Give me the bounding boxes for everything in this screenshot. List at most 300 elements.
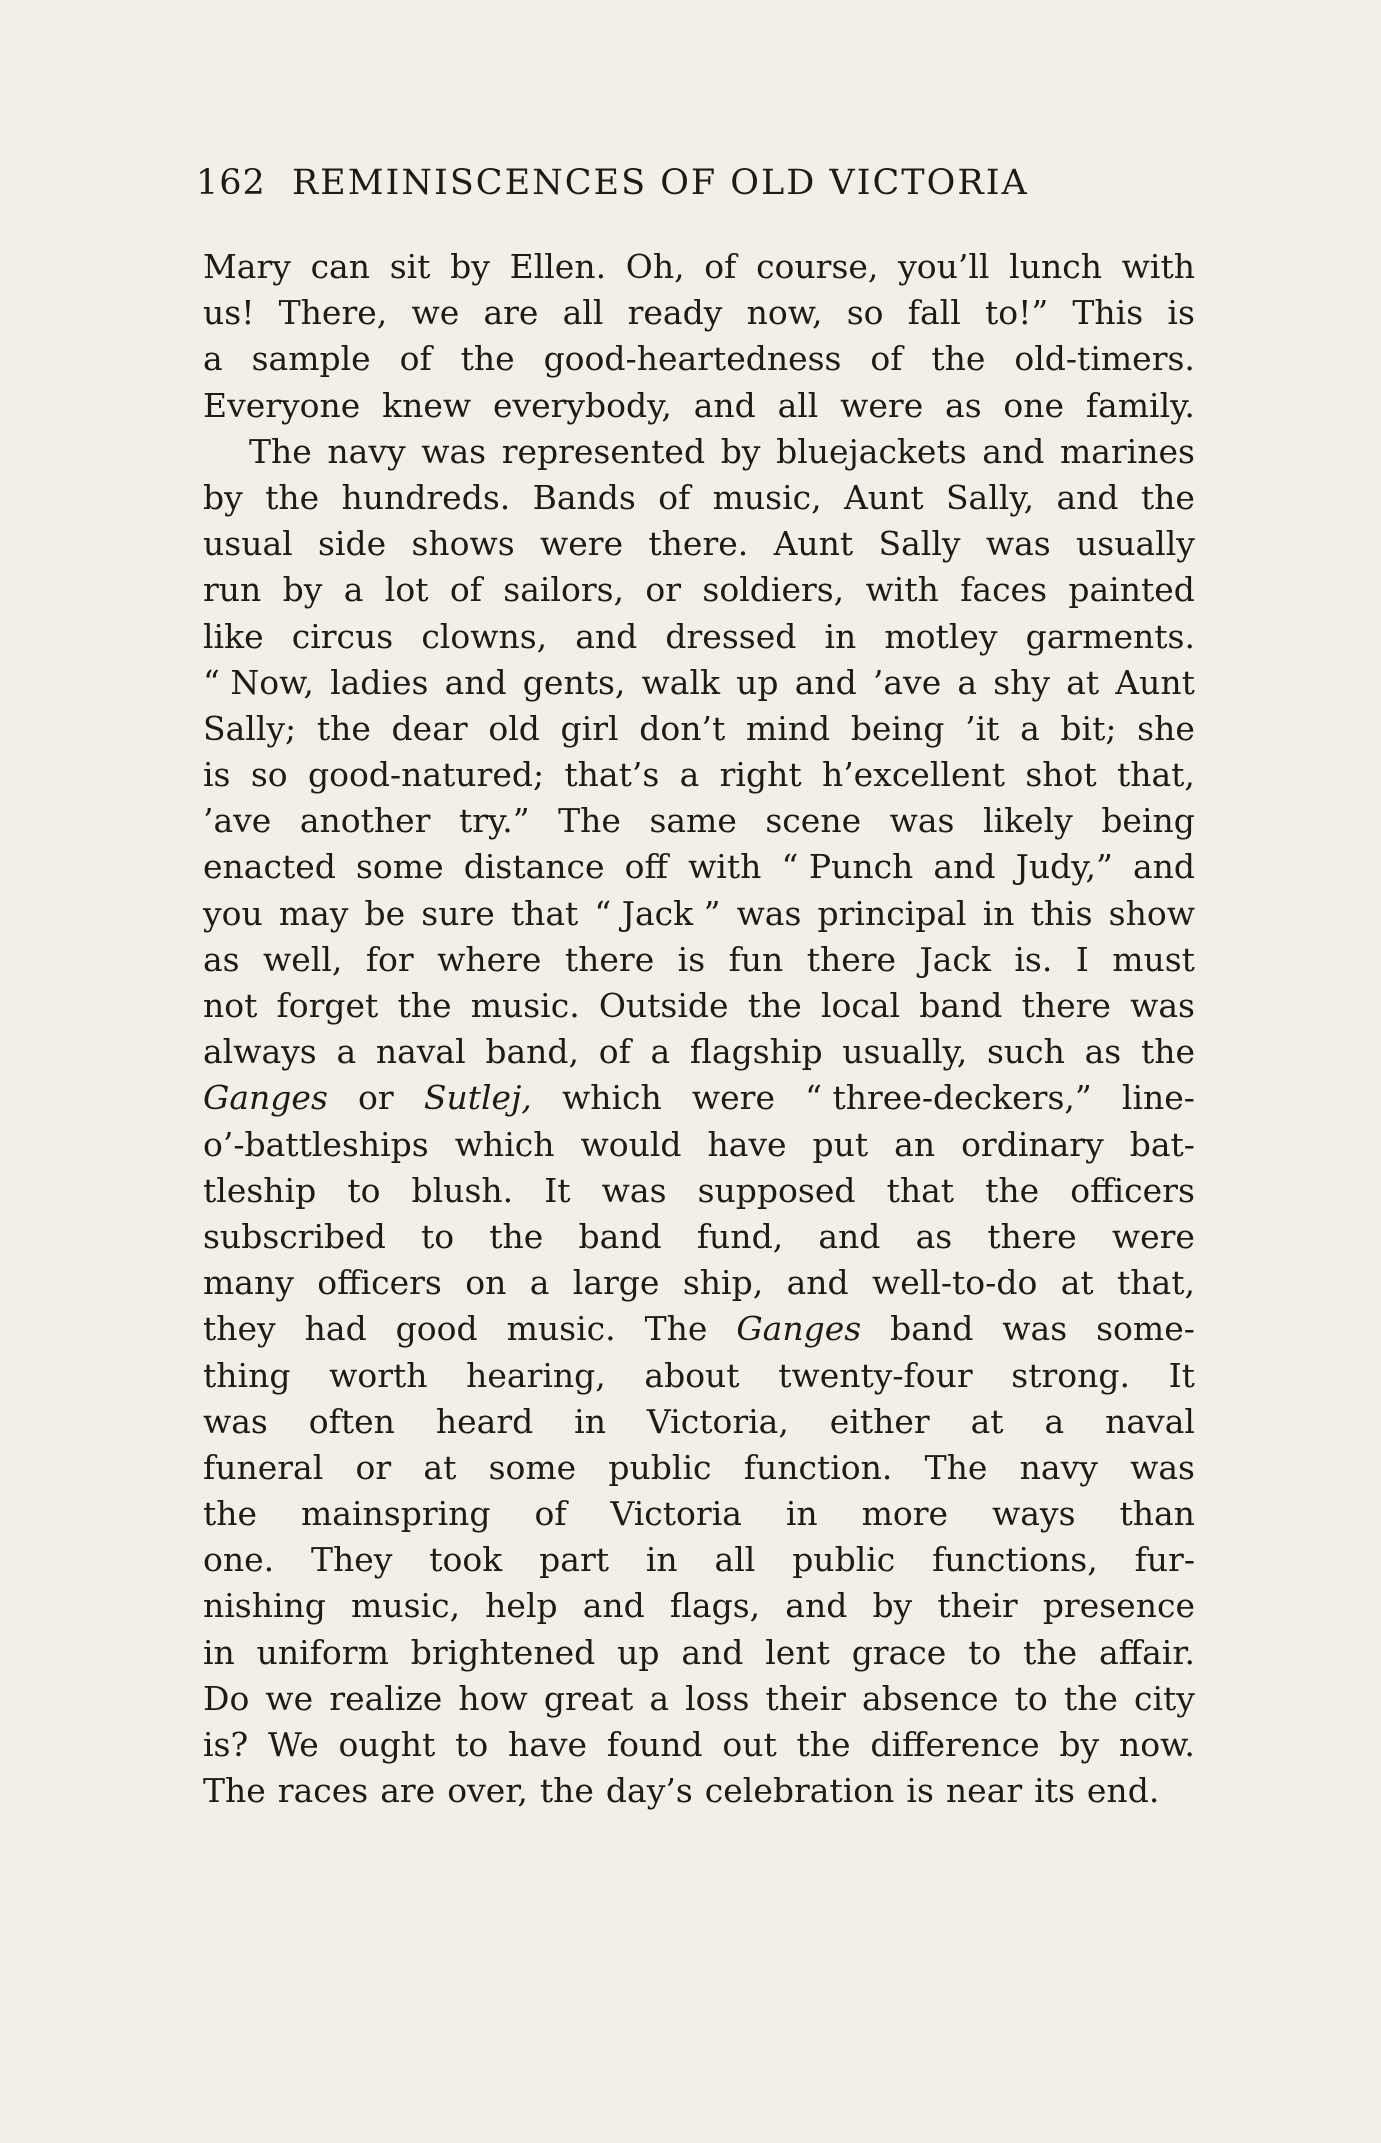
word: by [720,431,761,471]
word: principal [817,893,967,933]
word: help [485,1586,558,1626]
text-line [203,1260,1195,1306]
word: and [1056,477,1119,517]
word: painted [1068,570,1195,610]
word: in [574,1401,606,1441]
body-text [203,244,1195,1814]
word: near [945,1771,1023,1811]
word: Ganges [203,1078,328,1118]
word: or [358,1078,394,1118]
word: officers [317,1263,442,1303]
word: sit [389,247,431,286]
word: and [818,1216,881,1256]
text-line [203,336,1195,382]
word: the [203,1494,258,1534]
word: have [707,1124,787,1164]
word: shows [411,524,515,564]
word: there [806,939,897,979]
word: by [282,570,323,610]
word: celebration [704,1771,895,1811]
word: the [931,339,986,379]
text-line [203,567,1195,613]
word: The [249,431,312,471]
word: supposed [697,1170,856,1210]
word: Aunt [773,524,854,564]
word: the [1063,1678,1118,1718]
word: one. [203,1540,275,1580]
word: shy [993,662,1051,702]
word: ladies [330,662,429,702]
word: is [203,755,231,795]
word: of [534,1494,567,1534]
word: flagship [689,1032,823,1072]
word: either [829,1401,930,1441]
text-line [203,1029,1195,1075]
word: being [1101,801,1195,841]
word: that, [1116,755,1195,795]
word: was [985,524,1051,564]
word: a [343,570,364,610]
word: is. [1014,939,1053,979]
word: music, [351,1586,461,1626]
word: must [1112,939,1195,979]
word: this [1030,893,1093,933]
word: at [1060,1263,1094,1303]
word: their [765,1678,846,1718]
word: same [649,801,737,841]
word: forget [276,986,379,1025]
word: garments. [1025,616,1195,656]
running-title: REMINISCENCES OF OLD VICTORIA [291,163,1029,203]
word: presence [1042,1586,1195,1626]
word: off [624,847,668,887]
word: Sutlej, [423,1078,532,1118]
word: so [250,755,288,795]
word: bluejackets [776,431,967,471]
word: end. [1086,1771,1160,1811]
word: they [203,1309,276,1349]
word: strong. [1011,1355,1131,1395]
text-line [203,244,1195,290]
text-line [203,1722,1195,1768]
word: dressed [665,616,797,656]
word: show [1108,893,1195,933]
word: good [395,1309,478,1349]
text-line [203,429,1195,475]
word: in [824,616,857,656]
word: Sally, [945,477,1035,517]
text-line [203,1214,1195,1260]
text-line [203,1768,1195,1814]
word: Everyone [203,385,361,425]
word: fur- [1134,1540,1195,1580]
word: would [580,1124,682,1164]
word: there [987,1216,1077,1256]
word: to [1014,1678,1048,1718]
word: or [355,1447,392,1487]
word: Do [203,1678,250,1718]
word: usual [203,524,293,564]
word: marines [1059,431,1195,471]
word: she [1137,708,1195,748]
word: o’-battleships [203,1124,429,1164]
word: ’ave [872,662,942,702]
word: hundreds. [341,477,511,517]
word: had [304,1309,367,1349]
word: subscribed [203,1216,386,1256]
word: the [796,1725,851,1764]
word: band [578,1216,662,1256]
word: We [267,1725,319,1764]
word: with [1121,247,1195,286]
word: and [933,847,996,887]
word: is [906,1771,934,1811]
word: by [872,1586,913,1626]
word: more [861,1494,949,1534]
word: the [489,1216,544,1256]
word: fall [907,293,961,333]
word: to [455,1725,489,1764]
word: sure [421,893,495,933]
text-line [203,752,1195,798]
text-line [203,614,1195,660]
word: part [539,1540,609,1580]
word: old [488,708,540,748]
word: all [562,293,604,333]
word: another [299,801,431,841]
word: The [644,1309,708,1349]
word: everybody, [492,385,672,425]
word: band [890,1309,974,1349]
word: on [465,1263,507,1303]
word: or [645,570,682,610]
word: were [1111,1216,1195,1256]
word: girl [560,708,619,748]
word: local [820,986,901,1025]
word: The [924,1447,988,1487]
word: in [785,1494,818,1534]
word: There, [278,293,388,333]
word: lot [384,570,429,610]
word: of [399,339,432,379]
word: “ Jack ” [594,893,721,933]
word: by [1059,1725,1100,1764]
word: likely [982,801,1073,841]
word: navy [327,431,406,471]
text-line [203,660,1195,706]
word: absence [861,1678,999,1718]
word: loss [685,1678,750,1718]
word: the [747,986,802,1025]
word: that’s [564,755,660,795]
word: and [1132,847,1195,887]
word: us! [203,293,255,333]
text-line [203,521,1195,567]
word: “ Punch [781,847,914,887]
word: Ellen. [509,247,607,286]
word: I [1075,939,1089,979]
word: right [719,755,802,795]
word: be [364,893,406,933]
word: you [203,893,263,933]
word: we [411,293,460,333]
word: ways [992,1494,1076,1534]
word: ’it [965,708,1000,748]
word: dear [391,708,468,748]
word: now. [1118,1725,1195,1764]
word: by [450,247,490,286]
word: naval [375,1032,466,1072]
word: the [985,1170,1040,1210]
text-line [203,937,1195,983]
word: Aunt [1115,662,1195,702]
word: than [1119,1494,1195,1534]
word: took [429,1540,503,1580]
word: in [645,1540,678,1580]
word: the [265,477,320,517]
word: and [982,431,1045,471]
word: try.” [458,801,530,841]
word: run [203,570,262,610]
word: It [1168,1355,1195,1395]
word: don’t [639,708,726,748]
word: public [608,1447,712,1487]
word: heard [435,1401,534,1441]
word: in [982,893,1015,933]
word: was [601,1170,667,1210]
word: are [380,1771,436,1811]
word: difference [870,1725,1040,1764]
word: good-heartedness [543,339,842,379]
word: such [986,1032,1065,1072]
word: put [812,1124,869,1164]
word: mainspring [300,1494,491,1534]
word: lunch [1009,247,1102,286]
word: circus [291,616,394,656]
word: affair. [1099,1632,1195,1672]
word: music. [506,1309,616,1349]
word: bit; [1060,708,1117,748]
text-line [203,383,1195,429]
word: thing [203,1355,291,1395]
word: well, [263,939,343,979]
word: and [575,616,638,656]
word: realize [329,1678,443,1718]
word: how [458,1678,528,1718]
word: with [865,570,939,610]
word: are [483,293,539,333]
word: which [561,1078,662,1118]
word: large [572,1263,660,1303]
word: as [915,1216,953,1256]
word: of [449,570,482,610]
word: there [564,939,655,979]
word: by [203,477,243,517]
word: enacted [203,847,336,887]
word: “ three-deckers,” [805,1078,1092,1118]
word: a [957,662,978,702]
word: uniform [256,1632,389,1672]
text-line [203,1583,1195,1629]
word: was [203,1401,268,1441]
word: was [1130,986,1195,1025]
word: The [558,801,621,841]
word: side [317,524,387,564]
word: a [529,1263,550,1303]
word: at [423,1447,457,1487]
word: is [677,939,706,979]
word: the [316,708,371,748]
word: sailors, [503,570,625,610]
word: there [1021,986,1111,1025]
word: ready [627,293,723,333]
word: not [203,986,258,1025]
word: Judy,” [1015,847,1113,887]
text-line [203,1537,1195,1583]
word: the [539,1771,594,1811]
word: was [736,893,802,933]
word: public [792,1540,896,1580]
text-line [203,1676,1195,1722]
word: now, [746,293,823,333]
word: up [617,1632,660,1672]
word: Victoria [610,1494,742,1534]
word: h’excellent [821,755,1005,795]
word: distance [463,847,605,887]
word: and [693,385,756,425]
word: music. [470,986,580,1025]
word: functions, [932,1540,1098,1580]
word: of [870,339,903,379]
word: navy [1019,1447,1098,1487]
word: its [1034,1771,1075,1811]
word: good-natured; [307,755,545,795]
word: found [606,1725,703,1764]
word: so [846,293,884,333]
word: They [311,1540,393,1580]
word: as [203,939,240,979]
word: often [308,1401,395,1441]
word: day’s [605,1771,693,1811]
word: blush. [411,1170,514,1210]
word: city [1133,1678,1195,1718]
word: officers [1070,1170,1195,1210]
word: great [543,1678,634,1718]
word: Sally [878,524,961,564]
text-line [203,844,1195,890]
word: worth [329,1355,428,1395]
word: in [203,1632,235,1672]
text-line [203,1075,1195,1121]
page-header [196,160,1196,206]
word: Outside [598,986,729,1025]
text-line [203,1353,1195,1399]
word: twenty-four [778,1355,973,1395]
word: there. [648,524,749,564]
word: “ Now, [203,662,314,702]
word: were [840,385,924,425]
word: and [582,1586,645,1626]
page-number: 162 [196,163,266,203]
word: some [355,847,444,887]
word: Ganges [736,1309,862,1349]
word: out [722,1725,777,1764]
word: ’ave [203,801,272,841]
word: was [421,431,487,471]
word: is? [203,1725,249,1764]
text-line [203,1491,1195,1537]
word: a [203,339,223,379]
word: being [850,708,945,748]
word: ship, [682,1263,764,1303]
word: music, [712,477,822,517]
word: the [397,986,452,1025]
word: and [785,1586,848,1626]
word: to [347,1170,381,1210]
word: ought [338,1725,436,1764]
word: some [488,1447,577,1487]
word: always [203,1032,317,1072]
word: at [970,1401,1004,1441]
word: Mary [203,247,291,286]
word: can [310,247,370,286]
word: funeral [203,1447,324,1487]
text-line [203,1122,1195,1168]
word: shot [1025,755,1097,795]
word: sample [251,339,371,379]
word: and [681,1632,744,1672]
word: old-timers. [1014,339,1195,379]
word: the [1140,1032,1195,1072]
word: and [794,662,857,702]
word: a [336,1032,357,1072]
word: where [437,939,542,979]
word: of [704,247,737,286]
word: a [1044,1401,1065,1441]
text-line [203,1399,1195,1445]
word: was [1002,1309,1068,1349]
word: as [1084,1032,1122,1072]
word: brightened [410,1632,596,1672]
word: naval [1105,1401,1195,1441]
text-line [203,1168,1195,1214]
word: a [650,1032,671,1072]
word: about [644,1355,740,1395]
word: bat- [1129,1124,1195,1164]
word: the [460,339,515,379]
word: lent [765,1632,830,1672]
word: gents, [522,662,626,702]
word: may [278,893,349,933]
word: the [1140,477,1195,517]
word: to [421,1216,455,1256]
word: Jack [919,939,991,979]
word: you’ll [898,247,990,286]
text-line [203,706,1195,752]
word: course, [756,247,879,286]
word: of [658,477,691,517]
word: motley [884,616,998,656]
word: have [507,1725,588,1764]
word: line- [1121,1078,1195,1118]
word: Bands [532,477,636,517]
word: the [1023,1632,1078,1672]
word: and [786,1263,849,1303]
word: It [544,1170,571,1210]
word: which [454,1124,555,1164]
word: family. [1085,385,1195,425]
word: all [777,385,819,425]
